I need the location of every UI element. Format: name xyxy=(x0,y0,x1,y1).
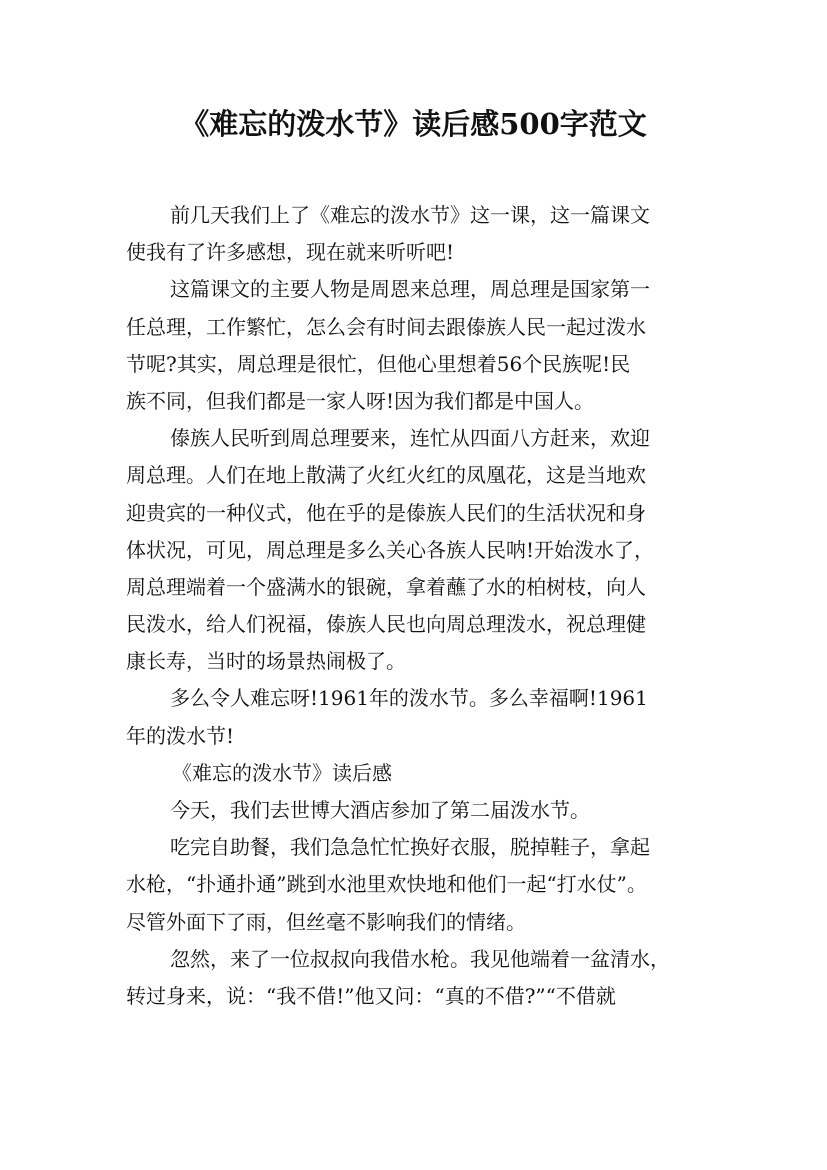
text-line: 使我有了许多感想，现在就来听听吧! xyxy=(126,240,455,265)
text-line: 年的泼水节! xyxy=(126,723,235,748)
text-line: 尽管外面下了雨，但丝毫不影响我们的情绪。 xyxy=(126,909,526,934)
text-line: 体状况，可见，周总理是多么关心各族人民呐!开始泼水了， xyxy=(126,537,655,562)
text-line: 傣族人民听到周总理要来，连忙从四面八方赶来，欢迎 xyxy=(170,426,650,451)
text-line: 吃完自助餐，我们急急忙忙换好衣服，脱掉鞋子，拿起 xyxy=(170,835,650,860)
text-line: 节呢?其实，周总理是很忙，但他心里想着56个民族呢!民 xyxy=(126,351,631,376)
text-line: 康长寿，当时的场景热闹极了。 xyxy=(126,649,406,674)
text-line: 前几天我们上了《难忘的泼水节》这一课，这一篇课文 xyxy=(170,203,650,227)
text-line: 周总理。人们在地上散满了火红火红的凤凰花，这是当地欢 xyxy=(126,463,646,488)
text-line: 周总理端着一个盛满水的银碗，拿着蘸了水的柏树枝，向人 xyxy=(126,574,646,599)
text-line: 忽然，来了一位叔叔向我借水枪。我见他端着一盆清水， xyxy=(170,946,670,971)
text-line: 民泼水，给人们祝福，傣族人民也向周总理泼水，祝总理健 xyxy=(126,612,646,637)
document-body xyxy=(126,197,711,1015)
text-line: 《难忘的泼水节》读后感 xyxy=(172,760,392,785)
document-title: 《难忘的泼水节》读后感500字范文 xyxy=(180,107,647,141)
text-line: 这篇课文的主要人物是周恩来总理，周总理是国家第一 xyxy=(170,277,650,302)
text-line: 任总理，工作繁忙，怎么会有时间去跟傣族人民一起过泼水 xyxy=(126,314,646,339)
text-line: 族不同，但我们都是一家人呀!因为我们都是中国人。 xyxy=(126,388,595,413)
text-line: 迎贵宾的一种仪式，他在乎的是傣族人民们的生活状况和身 xyxy=(126,500,646,525)
text-line: 今天，我们去世博大酒店参加了第二届泼水节。 xyxy=(170,798,590,822)
text-line: 多么令人难忘呀!1961年的泼水节。多么幸福啊!1961 xyxy=(170,686,648,711)
text-line: 转过身来，说：“我不借!”他又问：“真的不借?”“不借就 xyxy=(126,983,616,1008)
text-line: 水枪，“扑通扑通”跳到水池里欢快地和他们一起“打水仗”。 xyxy=(126,872,647,897)
